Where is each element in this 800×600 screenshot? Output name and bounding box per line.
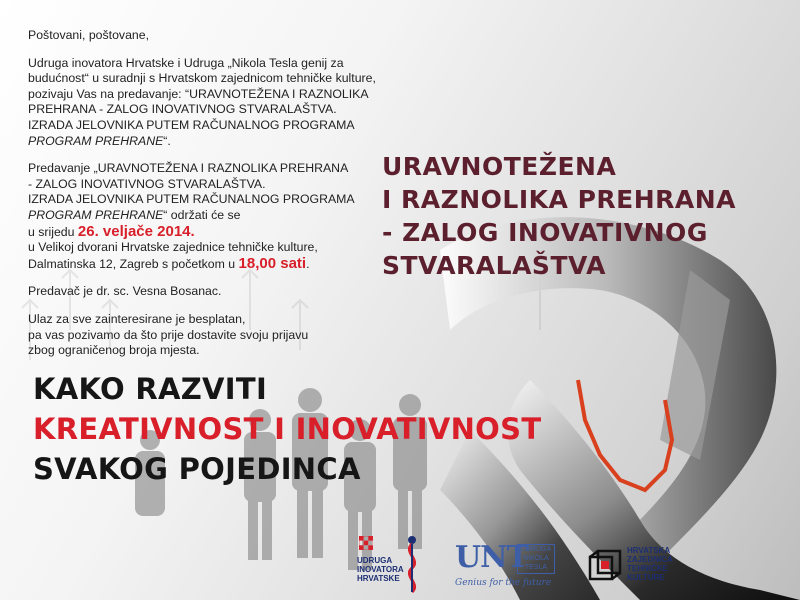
intro-program-name: PROGRAM PREHRANE [28,133,164,148]
headline-line-1: KAKO RAZVITI [33,372,268,406]
hztk-line-1: HRVATSKA [627,546,671,555]
unt-box [517,544,555,574]
hztk-line-2: ZAJEDNICA [627,555,673,564]
lecture-line-1: Predavanje „URAVNOTEŽENA I RAZNOLIKA PREHRANA [28,161,349,176]
lecture-line-4: “ održati će se [163,207,241,222]
uih-line-1: UDRUGA [357,556,393,565]
unt-tagline: Genius for the future [455,578,552,588]
unt-box-line-3: TESLA [524,564,548,571]
intro-text: Udruga inovatora Hrvatske i Udruga „Nikola Tesla genij za budućnost“ u suradnji s Hrvatskom zajednicom tehničke kulture, pozivaju Vas na predavanje: “URAVNOTEŽENA I RAZNOLIKA PREHRANA - ZALOG INOVATIVNOG STVARALAŠTVA. IZRADA JELOVNIKA PUTEM RAČUNALNOG PROGRAMA [28,55,376,132]
entry-line-3: zbog ograničenog broja mjesta. [28,343,200,358]
event-date: 26. veljače 2014. [77,222,195,240]
hztk-line-4: KULTURE [627,573,665,582]
topic-line-2: I RAZNOLIKA PREHRANA [382,185,737,214]
uih-line-3: HRVATSKE [357,574,400,583]
unt-logo [455,542,575,594]
invitation-letter [28,28,378,371]
headline-line-2: KREATIVNOST I INOVATIVNOST [33,412,542,446]
cube-icon [587,548,623,584]
partner-logos [355,520,795,596]
venue: u Velikoj dvorani Hrvatske zajednice tehničke kulture, [28,240,318,255]
event-time: 18,00 sati [238,254,307,272]
topic-line-3: - ZALOG INOVATIVNOG [382,218,708,247]
entry-line-1: Ulaz za sve zainteresirane je besplatan, [28,311,246,326]
intro-paragraph [28,56,378,150]
main-headline [33,369,593,489]
lecture-line-3: IZRADA JELOVNIKA PUTEM RAČUNALNOG PROGRAMA [28,192,355,207]
hztk-line-3: TEHNIČKE [627,564,668,573]
hztk-logo [587,542,737,594]
time-end: . [306,256,310,271]
unt-box-line-2: NIKOLA [523,555,549,562]
lecture-line-2: - ZALOG INOVATIVNOG STVARALAŠTVA. [28,176,266,191]
lecture-topic-title [382,150,792,282]
uih-line-2: INOVATORA [357,565,404,574]
topic-line-1: URAVNOTEŽENA [382,152,617,181]
topic-line-4: STVARALAŠTVA [382,251,606,280]
entry-paragraph [28,312,378,359]
address: Dalmatinska 12, Zagreb s početkom u [28,256,236,271]
entry-line-2: pa vas pozivamo da što prije dostavite svoju prijavu [28,327,309,342]
lecture-paragraph [28,161,378,272]
headline-line-3: SVAKOG POJEDINCA [33,452,361,486]
greeting: Poštovani, poštovane, [28,28,149,42]
lecturer: Predavač je dr. sc. Vesna Bosanac. [28,284,222,299]
date-prefix: u srijedu [28,224,75,239]
lecture-program-name: PROGRAM PREHRANE [28,207,164,222]
uih-logo [355,532,425,594]
figure-swirl-icon [399,534,425,594]
unt-mark: UNT [455,540,528,575]
unt-box-line-1: UDRUGA [520,546,552,553]
checkerboard-icon [359,536,373,550]
intro-end: “. [163,133,171,148]
